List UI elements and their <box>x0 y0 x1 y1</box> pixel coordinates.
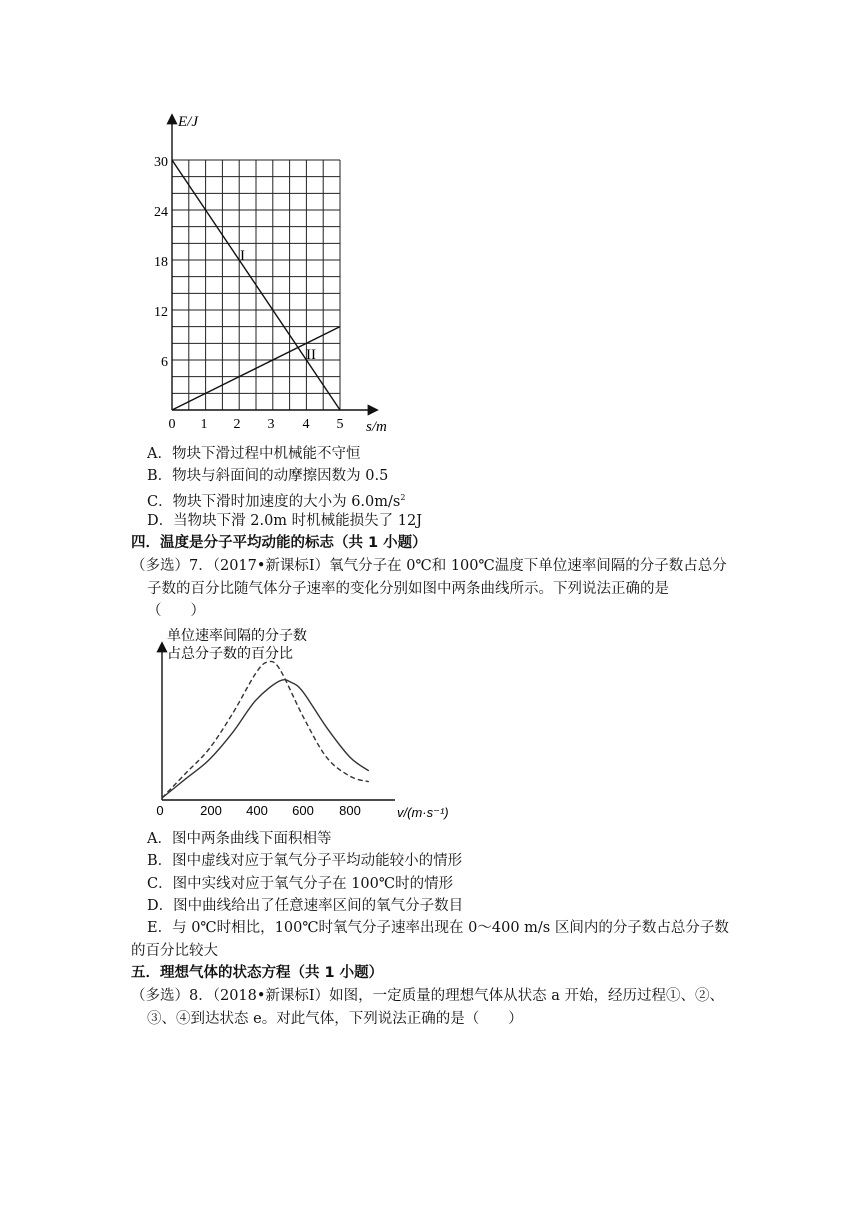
q7-option-d: D．图中曲线给出了任意速率区间的氧气分子数目 <box>147 898 464 914</box>
q8-stem-line1: （多选）8．（2018•新课标Ⅰ）如图，一定质量的理想气体从状态 a 开始，经历过程①、②、 <box>131 988 725 1004</box>
q7-option-b: B．图中虚线对应于氧气分子平均动能较小的情形 <box>147 853 463 869</box>
y-tick-6: 6 <box>161 355 168 370</box>
y-label-line1: 单位速率间隔的分子数 <box>167 627 307 643</box>
x-axis-label: s/m <box>366 419 387 435</box>
q6-option-a: A．物块下滑过程中机械能不守恒 <box>147 446 361 462</box>
q6-option-c-text: C．物块下滑时加速度的大小为 6.0m/s <box>147 493 401 510</box>
q7-stem-line3: （ ） <box>147 603 205 619</box>
y-label-line2: 占总分子数的百分比 <box>167 645 293 661</box>
q7-option-e-line2: 的百分比较大 <box>131 943 218 959</box>
x-tick-2: 2 <box>233 417 241 432</box>
dashed-curve <box>162 661 369 798</box>
section-4-heading: 四．温度是分子平均动能的标志（共 1 小题） <box>131 535 427 551</box>
solid-curve <box>162 680 369 798</box>
q7-stem-line1: （多选）7．（2017•新课标Ⅰ）氧气分子在 0℃和 100℃温度下单位速率间隔的分子数占总分 <box>131 558 727 574</box>
energy-displacement-graph <box>140 108 390 438</box>
q8-stem-line2: ③、④到达状态 e。对此气体，下列说法正确的是（ ） <box>147 1011 523 1027</box>
x-tick-600: 600 <box>292 803 314 818</box>
x-axis-label: v/(m·s⁻¹) <box>397 805 449 820</box>
y-tick-30: 30 <box>154 155 168 170</box>
q7-option-e-line1: E．与 0℃时相比，100℃时氧气分子速率出现在 0～400 m/s 区间内的分子数占总分子数 <box>147 920 729 936</box>
q7-stem-line2: 子数的百分比随气体分子速率的变化分别如图中两条曲线所示。下列说法正确的是 <box>147 581 669 597</box>
x-tick-200: 200 <box>200 803 222 818</box>
speed-distribution-graph <box>145 620 465 825</box>
line-II-label: II <box>306 347 316 363</box>
y-tick-18: 18 <box>154 255 168 270</box>
x-tick-0: 0 <box>168 417 176 432</box>
x-tick-4: 4 <box>302 417 310 432</box>
q6-option-c-sup: 2 <box>400 493 406 502</box>
x-tick-800: 800 <box>339 803 361 818</box>
q6-option-d: D．当物块下滑 2.0m 时机械能损失了 12J <box>147 513 423 529</box>
x-tick-1: 1 <box>200 417 208 432</box>
x-tick-3: 3 <box>267 417 275 432</box>
q6-option-c <box>147 489 405 511</box>
y-axis-label: E/J <box>178 114 198 130</box>
x-tick-400: 400 <box>246 803 268 818</box>
q7-option-c: C．图中实线对应于氧气分子在 100℃时的情形 <box>147 876 454 892</box>
section-5-heading: 五．理想气体的状态方程（共 1 小题） <box>131 965 384 981</box>
x-tick-5: 5 <box>336 417 344 432</box>
y-tick-24: 24 <box>154 205 168 220</box>
x-tick-0: 0 <box>156 803 164 818</box>
y-tick-12: 12 <box>154 305 168 320</box>
line-I-label: I <box>240 248 245 264</box>
q6-option-b: B．物块与斜面间的动摩擦因数为 0.5 <box>147 468 389 484</box>
q7-option-a: A．图中两条曲线下面积相等 <box>147 831 332 847</box>
